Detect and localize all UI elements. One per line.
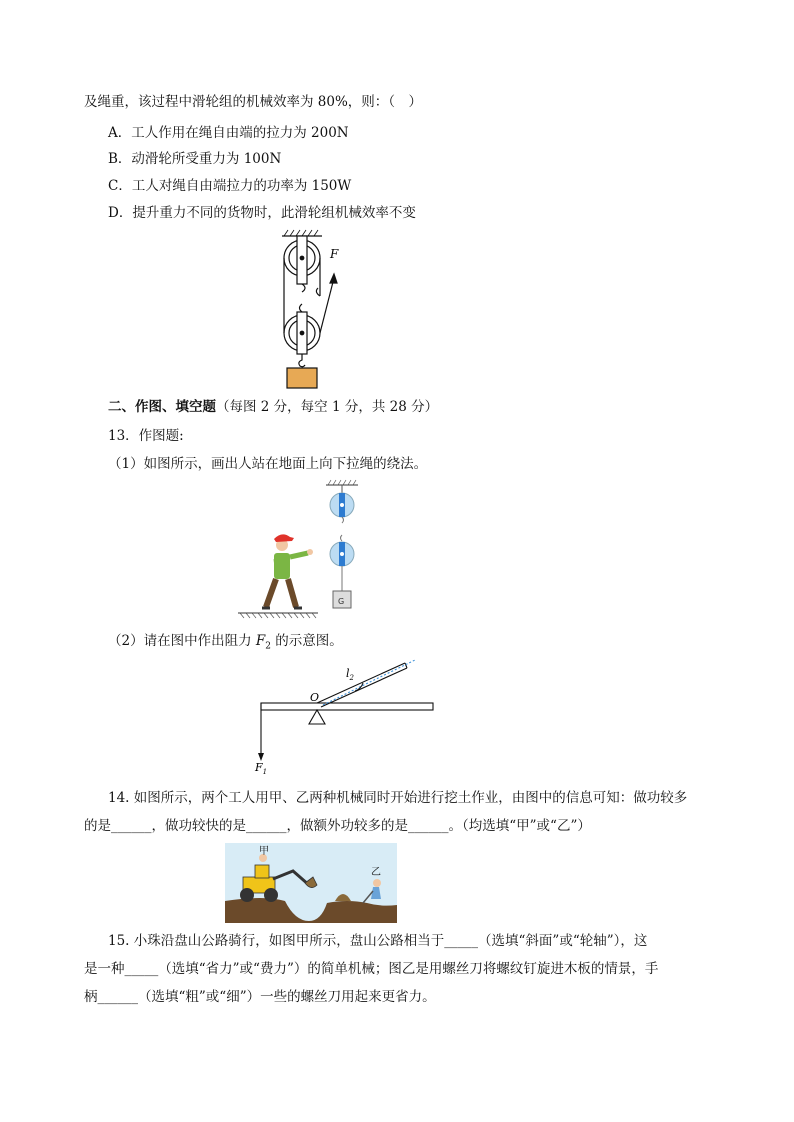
lever-figure	[255, 655, 445, 775]
person-icon	[262, 534, 313, 608]
q12-option-d: D．提升重力不同的货物时，此滑轮组机械效率不变	[108, 205, 416, 221]
q15-line2: 是一种_____（选填“省力”或“费力”）的简单机械；图乙是用螺丝刀将螺纹钉旋进木板的情景，手	[84, 961, 659, 977]
pulley-system-figure	[272, 228, 372, 393]
q13-part2-prefix: （2）请在图中作出阻力	[108, 633, 256, 649]
q15-line3: 柄______（选填“粗”或“细”）一些的螺丝刀用起来更省力。	[84, 989, 436, 1005]
q14-line1: 14. 如图所示，两个工人用甲、乙两种机械同时开始进行挖土作业，由图中的信息可知：做功较多	[108, 790, 688, 806]
q13-part2-f-sub: 2	[265, 641, 271, 652]
force-label-f: F	[330, 247, 339, 261]
q12-option-b: B．动滑轮所受重力为 100N	[108, 151, 282, 167]
arm-label-l2: $l_2$	[346, 667, 354, 682]
q14-line2: 的是______，做功较快的是______，做额外功较多的是______。（均选填“甲”或“乙”）	[84, 818, 591, 834]
q13-part2	[108, 632, 343, 656]
section2-title: 二、作图、填空题	[108, 399, 216, 415]
q13-part1: （1）如图所示，画出人站在地面上向下拉绳的绕法。	[108, 456, 428, 472]
q13-title: 13．作图题:	[108, 428, 184, 444]
q15-line1: 15. 小珠沿盘山公路骑行，如图甲所示，盘山公路相当于_____（选填“斜面”或“轮轴”），这	[108, 933, 648, 949]
section2-heading	[108, 398, 438, 416]
weight-label-g: G	[338, 597, 345, 606]
q13-part2-f: F	[255, 633, 266, 649]
q12-option-a: A．工人作用在绳自由端的拉力为 200N	[108, 125, 349, 141]
q12-option-c: C．工人对绳自由端拉力的功率为 150W	[108, 178, 352, 194]
person-pulley-figure	[236, 477, 366, 622]
fulcrum-label-o: O	[310, 691, 320, 704]
label-yi: 乙	[371, 867, 381, 878]
section2-note: （每图 2 分，每空 1 分，共 28 分）	[216, 399, 439, 415]
force-label-f1: $F_1$	[255, 761, 268, 776]
q12-stem-tail: 及绳重，该过程中滑轮组的机械效率为 80%，则：（ ）	[84, 94, 423, 110]
excavation-figure	[225, 843, 397, 923]
q13-part2-suffix: 的示意图。	[271, 633, 343, 649]
label-jia: 甲	[259, 846, 269, 857]
